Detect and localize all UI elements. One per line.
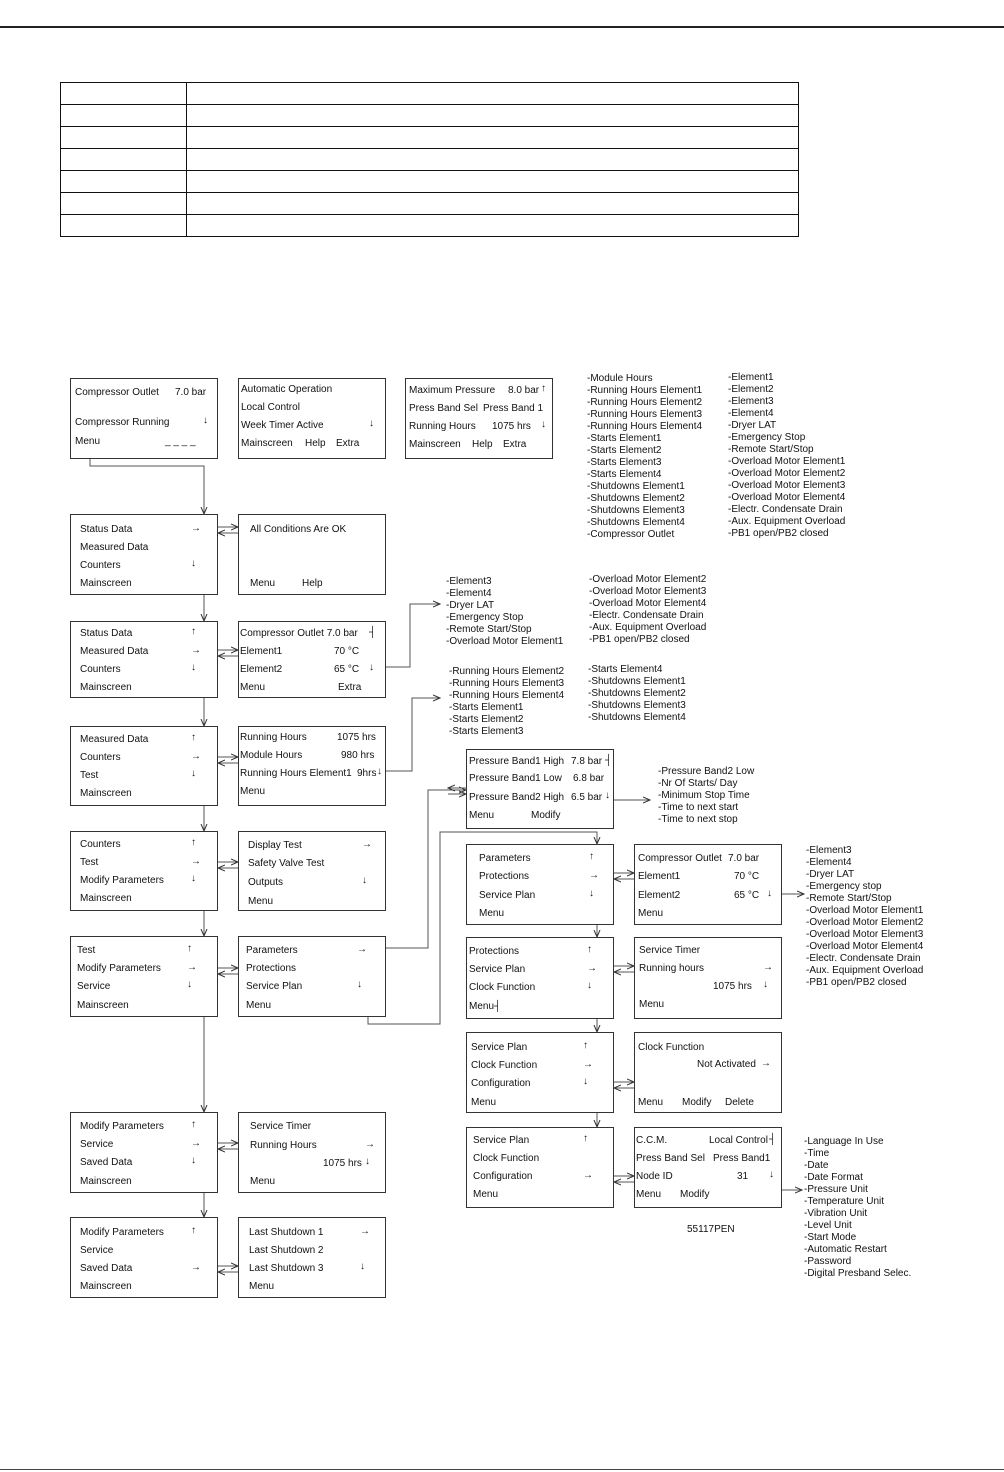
saved-data-box[interactable] — [238, 1217, 386, 1298]
arrow-up-icon: ↑ — [541, 383, 546, 394]
menu-item[interactable]: Last Shutdown 1 — [249, 1227, 324, 1238]
mainscreen-key[interactable]: Mainscreen — [409, 439, 461, 450]
list-item: -Time to next stop — [658, 814, 738, 825]
menu-item[interactable]: Service — [80, 1245, 114, 1256]
menu-key[interactable]: Menu — [248, 896, 274, 907]
menu-item[interactable]: Mainscreen — [80, 893, 132, 904]
arrow-up-icon: ↑ — [191, 1225, 196, 1236]
list-item: -Shutdowns Element3 — [587, 505, 685, 516]
list-item: -Time to next start — [658, 802, 739, 813]
menu-item[interactable]: Last Shutdown 3 — [249, 1263, 324, 1274]
scroll-end-icon: ┤ — [369, 627, 377, 638]
service-box[interactable] — [238, 1112, 386, 1193]
list-item: -Level Unit — [804, 1220, 852, 1231]
arrow-right-icon: → — [191, 523, 201, 534]
box-value: 31 — [737, 1171, 749, 1182]
test-box[interactable] — [238, 831, 386, 911]
box-value: 980 hrs — [341, 750, 375, 761]
delete-key[interactable]: Delete — [725, 1097, 754, 1108]
box-text: Press Band Sel — [636, 1153, 705, 1164]
arrow-right-icon: → — [763, 962, 773, 973]
menu-item[interactable]: Service — [80, 1139, 114, 1150]
box-value: 1075 hrs — [492, 421, 531, 432]
modify-key[interactable]: Modify — [531, 810, 561, 821]
list-item: -Shutdowns Element4 — [587, 517, 685, 528]
arrow-down-icon: ↓ — [769, 1169, 774, 1180]
menu-box-test[interactable] — [70, 831, 218, 911]
arrow-right-icon: → — [589, 870, 599, 881]
menu-box-measured-data[interactable] — [70, 621, 218, 698]
arrow-down-icon: ↓ — [605, 790, 610, 801]
list-item: -Overload Motor Element4 — [728, 492, 846, 503]
menu-item[interactable]: Service Plan — [479, 890, 536, 901]
arrow-down-icon: ↓ — [362, 875, 367, 886]
box-value: 70 °C — [334, 646, 360, 657]
counters-list-1 — [449, 666, 564, 738]
menu-item[interactable]: Counters — [80, 560, 121, 571]
box-value: 7.0 bar — [175, 387, 207, 398]
list-item: -Dryer LAT — [446, 600, 495, 611]
list-item: -Element3 — [446, 576, 492, 587]
box-text: Module Hours — [240, 750, 303, 761]
list-item: -Shutdowns Element2 — [588, 688, 686, 699]
list-item: -Running Hours Element3 — [587, 409, 703, 420]
menu-box-protections[interactable] — [466, 844, 614, 925]
help-key[interactable]: Help — [302, 578, 323, 589]
mainscreen-key[interactable]: Mainscreen — [241, 438, 293, 449]
menu-key[interactable]: Menu — [249, 1281, 275, 1292]
clock-function-box[interactable] — [634, 1032, 782, 1113]
list-item: -Date Format — [804, 1172, 863, 1183]
menu-key[interactable]: Menu — [471, 1097, 497, 1108]
list-item: -Overload Motor Element2 — [728, 468, 846, 479]
arrow-down-icon: ↓ — [541, 419, 546, 430]
menu-item[interactable]: Mainscreen — [80, 1176, 132, 1187]
arrow-right-icon: → — [191, 856, 201, 867]
measured-data-box[interactable] — [238, 621, 386, 698]
list-item: -Shutdowns Element1 — [588, 676, 686, 687]
menu-box-clock-function[interactable] — [466, 1032, 614, 1113]
arrow-down-icon: ↓ — [203, 415, 208, 426]
list-item: -PB1 open/PB2 closed — [589, 634, 690, 645]
list-item: -Minimum Stop Time — [658, 790, 750, 801]
arrow-down-icon: ↓ — [191, 873, 196, 884]
list-item: -Temperature Unit — [804, 1196, 885, 1207]
menu-item[interactable]: Service Plan — [473, 1135, 530, 1146]
list-item: -Shutdowns Element4 — [588, 712, 686, 723]
list-item: -Overload Motor Element2 — [806, 917, 924, 928]
box-text: Element2 — [240, 664, 283, 675]
list-item: -Start Mode — [804, 1232, 857, 1243]
menu-item[interactable]: Test — [77, 945, 96, 956]
menu-item[interactable]: Modify Parameters — [80, 1121, 164, 1132]
arrow-right-icon: → — [187, 962, 197, 973]
arrow-down-icon: ↓ — [583, 1076, 588, 1087]
arrow-down-icon: ↓ — [369, 418, 374, 429]
list-item: -Element3 — [806, 845, 852, 856]
arrow-down-icon: ↓ — [377, 766, 382, 777]
arrow-down-icon: ↓ — [191, 768, 196, 779]
box-value: Press Band 1 — [483, 403, 544, 414]
list-item: -Digital Presband Selec. — [804, 1268, 912, 1279]
menu-item[interactable]: Configuration — [471, 1078, 531, 1089]
arrow-down-icon: ↓ — [360, 1261, 365, 1272]
list-item: -Overload Motor Element3 — [806, 929, 924, 940]
menu-box-counters[interactable] — [70, 726, 218, 806]
list-item: -Remote Start/Stop — [806, 893, 892, 904]
menu-key[interactable]: Menu — [638, 1097, 664, 1108]
extra-counters-list — [587, 373, 702, 541]
box-text: Pressure Band1 Low — [469, 773, 562, 784]
menu-box-status-data[interactable] — [70, 514, 218, 595]
list-item: -Overload Motor Element3 — [728, 480, 846, 491]
arrow-down-icon: ↓ — [763, 979, 768, 990]
list-item: -Starts Element3 — [587, 457, 662, 468]
list-item: -Starts Element4 — [588, 664, 663, 675]
list-item: -Emergency Stop — [728, 432, 806, 443]
list-item: -Running Hours Element4 — [587, 421, 703, 432]
box-text: Element1 — [240, 646, 283, 657]
list-item: -Emergency stop — [806, 881, 882, 892]
arrow-down-icon: ↓ — [357, 979, 362, 990]
arrow-up-icon: ↑ — [191, 732, 196, 743]
menu-box-modify-parameters[interactable] — [70, 936, 218, 1017]
counters-box[interactable] — [238, 726, 386, 806]
menu-item[interactable]: Status Data — [80, 524, 133, 535]
list-item: -Element4 — [806, 857, 852, 868]
list-item: -Time — [804, 1148, 830, 1159]
box-text: Local Control — [241, 402, 300, 413]
menu-key[interactable]: Menu — [479, 908, 505, 919]
box-text: Clock Function — [638, 1042, 705, 1053]
service-plan-box[interactable] — [634, 937, 782, 1019]
measured-data-list-2 — [589, 574, 706, 646]
box-text: Pressure Band1 High — [469, 756, 565, 767]
list-item: -Element4 — [728, 408, 774, 419]
box-text: Element2 — [638, 890, 681, 901]
menu-item[interactable]: Test — [80, 857, 99, 868]
list-item: -Pressure Unit — [804, 1184, 868, 1195]
list-item: -Starts Element1 — [587, 433, 662, 444]
box-value: 6.8 bar — [573, 773, 605, 784]
arrow-right-icon: → — [360, 1226, 370, 1237]
menu-key[interactable]: Menu — [246, 1000, 272, 1011]
box-text: Running Hours — [250, 1140, 317, 1151]
box-value: 65 °C — [734, 890, 760, 901]
list-item: -Running Hours Element4 — [449, 690, 565, 701]
box-value: 8.0 bar — [508, 385, 540, 396]
arrow-up-icon: ↑ — [187, 943, 192, 954]
arrow-right-icon: → — [191, 645, 201, 656]
list-item: -Overload Motor Element3 — [589, 586, 707, 597]
menu-box-service-plan[interactable] — [466, 937, 614, 1019]
menu-item[interactable]: Counters — [80, 839, 121, 850]
box-text: Running Hours Element1 — [240, 768, 352, 779]
list-item: -Module Hours — [587, 373, 653, 384]
box-text: C.C.M. — [636, 1135, 668, 1146]
list-item: -Starts Element2 — [587, 445, 662, 456]
menu-item[interactable]: Protections — [479, 871, 530, 882]
list-item: -Automatic Restart — [804, 1244, 887, 1255]
modify-key[interactable]: Modify — [682, 1097, 712, 1108]
box-text: Pressure Band2 High — [469, 792, 565, 803]
modify-parameters-box[interactable] — [238, 936, 386, 1017]
arrow-down-icon: ↓ — [767, 888, 772, 899]
box-value: 7.8 bar — [571, 756, 603, 767]
menu-item[interactable]: Test — [80, 770, 99, 781]
box-text: Service Timer — [250, 1121, 312, 1132]
arrow-up-icon: ↑ — [587, 944, 592, 955]
arrow-right-icon: → — [362, 839, 372, 850]
menu-item[interactable]: Service — [77, 981, 111, 992]
box-value: Local Control — [709, 1135, 768, 1146]
arrow-down-icon: ↓ — [191, 662, 196, 673]
box-text: Running hours — [639, 963, 705, 974]
box-value: _ _ _ _ — [165, 436, 196, 447]
menu-item[interactable]: Modify Parameters — [80, 1227, 164, 1238]
menu-item[interactable]: Mainscreen — [80, 1281, 132, 1292]
arrow-down-icon: ↓ — [587, 980, 592, 991]
menu-item[interactable]: Clock Function — [471, 1060, 538, 1071]
list-item: -Vibration Unit — [804, 1208, 868, 1219]
menu-item[interactable]: Modify Parameters — [77, 963, 161, 974]
arrow-down-icon: ↓ — [369, 662, 374, 673]
arrow-right-icon: → — [357, 944, 367, 955]
menu-item[interactable]: Outputs — [248, 877, 284, 888]
list-item: -Aux. Equipment Overload — [589, 622, 707, 633]
list-item: -Compressor Outlet — [587, 529, 675, 540]
list-item: -Electr. Condensate Drain — [806, 953, 921, 964]
arrow-up-icon: ↑ — [589, 851, 594, 862]
arrow-right-icon: → — [365, 1139, 375, 1150]
list-item: -Nr Of Starts/ Day — [658, 778, 738, 789]
menu-item[interactable]: Service Plan — [469, 964, 526, 975]
list-item: -Language In Use — [804, 1136, 884, 1147]
box-value: 1075 hrs — [337, 732, 376, 743]
extra-key[interactable]: Extra — [503, 439, 527, 450]
menu-item[interactable]: Display Test — [248, 840, 302, 851]
box-text: Element1 — [638, 871, 681, 882]
configuration-box[interactable] — [634, 1127, 782, 1208]
menu-item[interactable]: Protections — [469, 946, 520, 957]
list-item: -Element4 — [446, 588, 492, 599]
box-value: Press Band1 — [713, 1153, 771, 1164]
arrow-down-icon: ↓ — [365, 1156, 370, 1167]
list-item: -Overload Motor Element1 — [806, 905, 924, 916]
status-screen-box[interactable] — [238, 378, 386, 459]
extra-key[interactable]: Extra — [338, 682, 362, 693]
pressure-band-box[interactable] — [466, 749, 614, 829]
menu-box-saved-data[interactable] — [70, 1217, 218, 1298]
menu-item[interactable]: Measured Data — [80, 646, 149, 657]
list-item: -Element2 — [728, 384, 774, 395]
box-value: 70 °C — [734, 871, 760, 882]
arrow-up-icon: ↑ — [191, 1119, 196, 1130]
menu-label[interactable]: Menu — [75, 436, 101, 447]
list-item: -Starts Element1 — [449, 702, 524, 713]
menu-key[interactable]: Menu — [638, 908, 664, 919]
conditions-box[interactable] — [238, 514, 386, 595]
list-item: -Shutdowns Element3 — [588, 700, 686, 711]
box-value: 7.0 bar — [728, 853, 760, 864]
list-item: -Overload Motor Element1 — [728, 456, 846, 467]
box-value: Not Activated — [697, 1059, 756, 1070]
box-text: Compressor Outlet — [638, 853, 722, 864]
parameters-list — [658, 766, 754, 826]
box-text: Press Band Sel — [409, 403, 478, 414]
protections-box[interactable] — [634, 844, 782, 925]
menu-item[interactable]: Measured Data — [80, 542, 149, 553]
list-item: -Remote Start/Stop — [446, 624, 532, 635]
extra-screen-box[interactable] — [405, 378, 553, 459]
box-text: Running Hours — [409, 421, 476, 432]
arrow-down-icon: ↓ — [191, 1155, 196, 1166]
menu-key[interactable]: Menu — [473, 1189, 499, 1200]
list-item: -Aux. Equipment Overload — [806, 965, 924, 976]
list-item: -Dryer LAT — [728, 420, 777, 431]
list-item: -Dryer LAT — [806, 869, 855, 880]
box-text: Compressor Running — [75, 417, 170, 428]
list-item: -Aux. Equipment Overload — [728, 516, 846, 527]
arrow-right-icon: → — [587, 963, 597, 974]
list-item: -Running Hours Element2 — [449, 666, 565, 677]
help-key[interactable]: Help — [305, 438, 326, 449]
box-value: 65 °C — [334, 664, 360, 675]
menu-item[interactable]: Mainscreen — [80, 682, 132, 693]
list-item: -Running Hours Element1 — [587, 385, 703, 396]
configuration-list — [804, 1136, 911, 1280]
extra-inputs-list — [728, 372, 845, 540]
list-item: -Shutdowns Element1 — [587, 481, 685, 492]
box-value: 9hrs — [357, 768, 377, 779]
list-item: -Element1 — [728, 372, 774, 383]
arrow-up-icon: ↑ — [191, 837, 196, 848]
menu-item[interactable]: Saved Data — [80, 1263, 133, 1274]
box-text: Maximum Pressure — [409, 385, 496, 396]
list-item: -Emergency Stop — [446, 612, 524, 623]
arrow-right-icon: → — [191, 1262, 201, 1273]
modify-key[interactable]: Modify — [680, 1189, 710, 1200]
box-text: Week Timer Active — [241, 420, 324, 431]
menu-item[interactable]: Protections — [246, 963, 297, 974]
scroll-end-icon: ┤ — [605, 755, 613, 766]
menu-key[interactable]: Menu — [250, 578, 276, 589]
arrow-right-icon: → — [761, 1058, 771, 1069]
menu-key[interactable]: Menu┤ — [469, 1001, 502, 1012]
menu-item[interactable]: Configuration — [473, 1171, 533, 1182]
arrow-down-icon: ↓ — [187, 979, 192, 990]
list-item: -Overload Motor Element1 — [446, 636, 564, 647]
list-item: -Element3 — [728, 396, 774, 407]
box-text: Service Timer — [639, 945, 701, 956]
menu-item[interactable]: Service Plan — [246, 981, 303, 992]
menu-item[interactable]: Counters — [80, 752, 121, 763]
list-item: -Running Hours Element2 — [587, 397, 703, 408]
scroll-end-icon: ┤ — [769, 1134, 777, 1145]
bottom-rule — [0, 1469, 1004, 1470]
list-item: -Starts Element4 — [587, 469, 662, 480]
menu-item[interactable]: Counters — [80, 664, 121, 675]
box-value: 1075 hrs — [713, 981, 752, 992]
arrow-right-icon: → — [191, 1138, 201, 1149]
menu-key[interactable]: Menu — [639, 999, 665, 1010]
box-value: 1075 hrs — [323, 1158, 362, 1169]
arrow-up-icon: ↑ — [191, 626, 196, 637]
box-text: Automatic Operation — [241, 384, 333, 395]
box-text: Running Hours — [240, 732, 307, 743]
menu-box-service[interactable] — [70, 1112, 218, 1193]
menu-item[interactable]: Parameters — [246, 945, 298, 956]
menu-item[interactable]: Service Plan — [471, 1042, 528, 1053]
list-item: -Overload Motor Element2 — [589, 574, 707, 585]
menu-key[interactable]: Menu — [250, 1176, 276, 1187]
menu-key[interactable]: Menu — [636, 1189, 662, 1200]
list-item: -Shutdowns Element2 — [587, 493, 685, 504]
arrow-down-icon: ↓ — [191, 558, 196, 569]
menu-key[interactable]: Menu — [469, 810, 495, 821]
menu-key[interactable]: Menu — [240, 682, 266, 693]
menu-item[interactable]: Measured Data — [80, 734, 149, 745]
list-item: -Date — [804, 1160, 829, 1171]
list-item: -Overload Motor Element4 — [806, 941, 924, 952]
arrow-up-icon: ↑ — [583, 1040, 588, 1051]
list-item: -PB1 open/PB2 closed — [728, 528, 829, 539]
menu-key[interactable]: Menu — [240, 786, 266, 797]
arrow-up-icon: ↑ — [583, 1133, 588, 1144]
arrow-down-icon: ↓ — [589, 888, 594, 899]
menu-item[interactable]: Saved Data — [80, 1157, 133, 1168]
menu-item[interactable]: Mainscreen — [80, 578, 132, 589]
list-item: -Remote Start/Stop — [728, 444, 814, 455]
menu-item[interactable]: Last Shutdown 2 — [249, 1245, 324, 1256]
menu-item[interactable]: Parameters — [479, 853, 531, 864]
box-text: Compressor Outlet — [75, 387, 159, 398]
list-item: -Electr. Condensate Drain — [589, 610, 704, 621]
counters-list-2 — [588, 664, 686, 724]
list-item: -Running Hours Element3 — [449, 678, 565, 689]
menu-item[interactable]: Mainscreen — [77, 1000, 129, 1011]
menu-item[interactable]: Modify Parameters — [80, 875, 164, 886]
menu-item[interactable]: Safety Valve Test — [248, 858, 325, 869]
arrow-right-icon: → — [583, 1170, 593, 1181]
list-item: -Starts Element2 — [449, 714, 524, 725]
box-value: 6.5 bar — [571, 792, 603, 803]
list-item: -Pressure Band2 Low — [658, 766, 755, 777]
main-screen-box[interactable] — [70, 378, 218, 459]
box-text: Node ID — [636, 1171, 673, 1182]
menu-item[interactable]: Clock Function — [473, 1153, 540, 1164]
list-item: -Starts Element3 — [449, 726, 524, 737]
measured-data-list-1 — [446, 576, 563, 648]
help-key[interactable]: Help — [472, 439, 493, 450]
list-item: -Overload Motor Element4 — [589, 598, 707, 609]
figure-code: 55117PEN — [687, 1224, 735, 1235]
arrow-right-icon: → — [583, 1059, 593, 1070]
menu-item[interactable]: Mainscreen — [80, 788, 132, 799]
menu-box-configuration[interactable] — [466, 1127, 614, 1208]
list-item: -Password — [804, 1256, 852, 1267]
extra-key[interactable]: Extra — [336, 438, 360, 449]
arrow-right-icon: → — [191, 751, 201, 762]
list-item: -PB1 open/PB2 closed — [806, 977, 907, 988]
menu-item[interactable]: Clock Function — [469, 982, 536, 993]
menu-item[interactable]: Status Data — [80, 628, 133, 639]
list-item: -Electr. Condensate Drain — [728, 504, 843, 515]
box-text: All Conditions Are OK — [250, 524, 347, 535]
protections-list — [806, 845, 923, 989]
box-text: Compressor Outlet 7.0 bar — [240, 628, 358, 639]
